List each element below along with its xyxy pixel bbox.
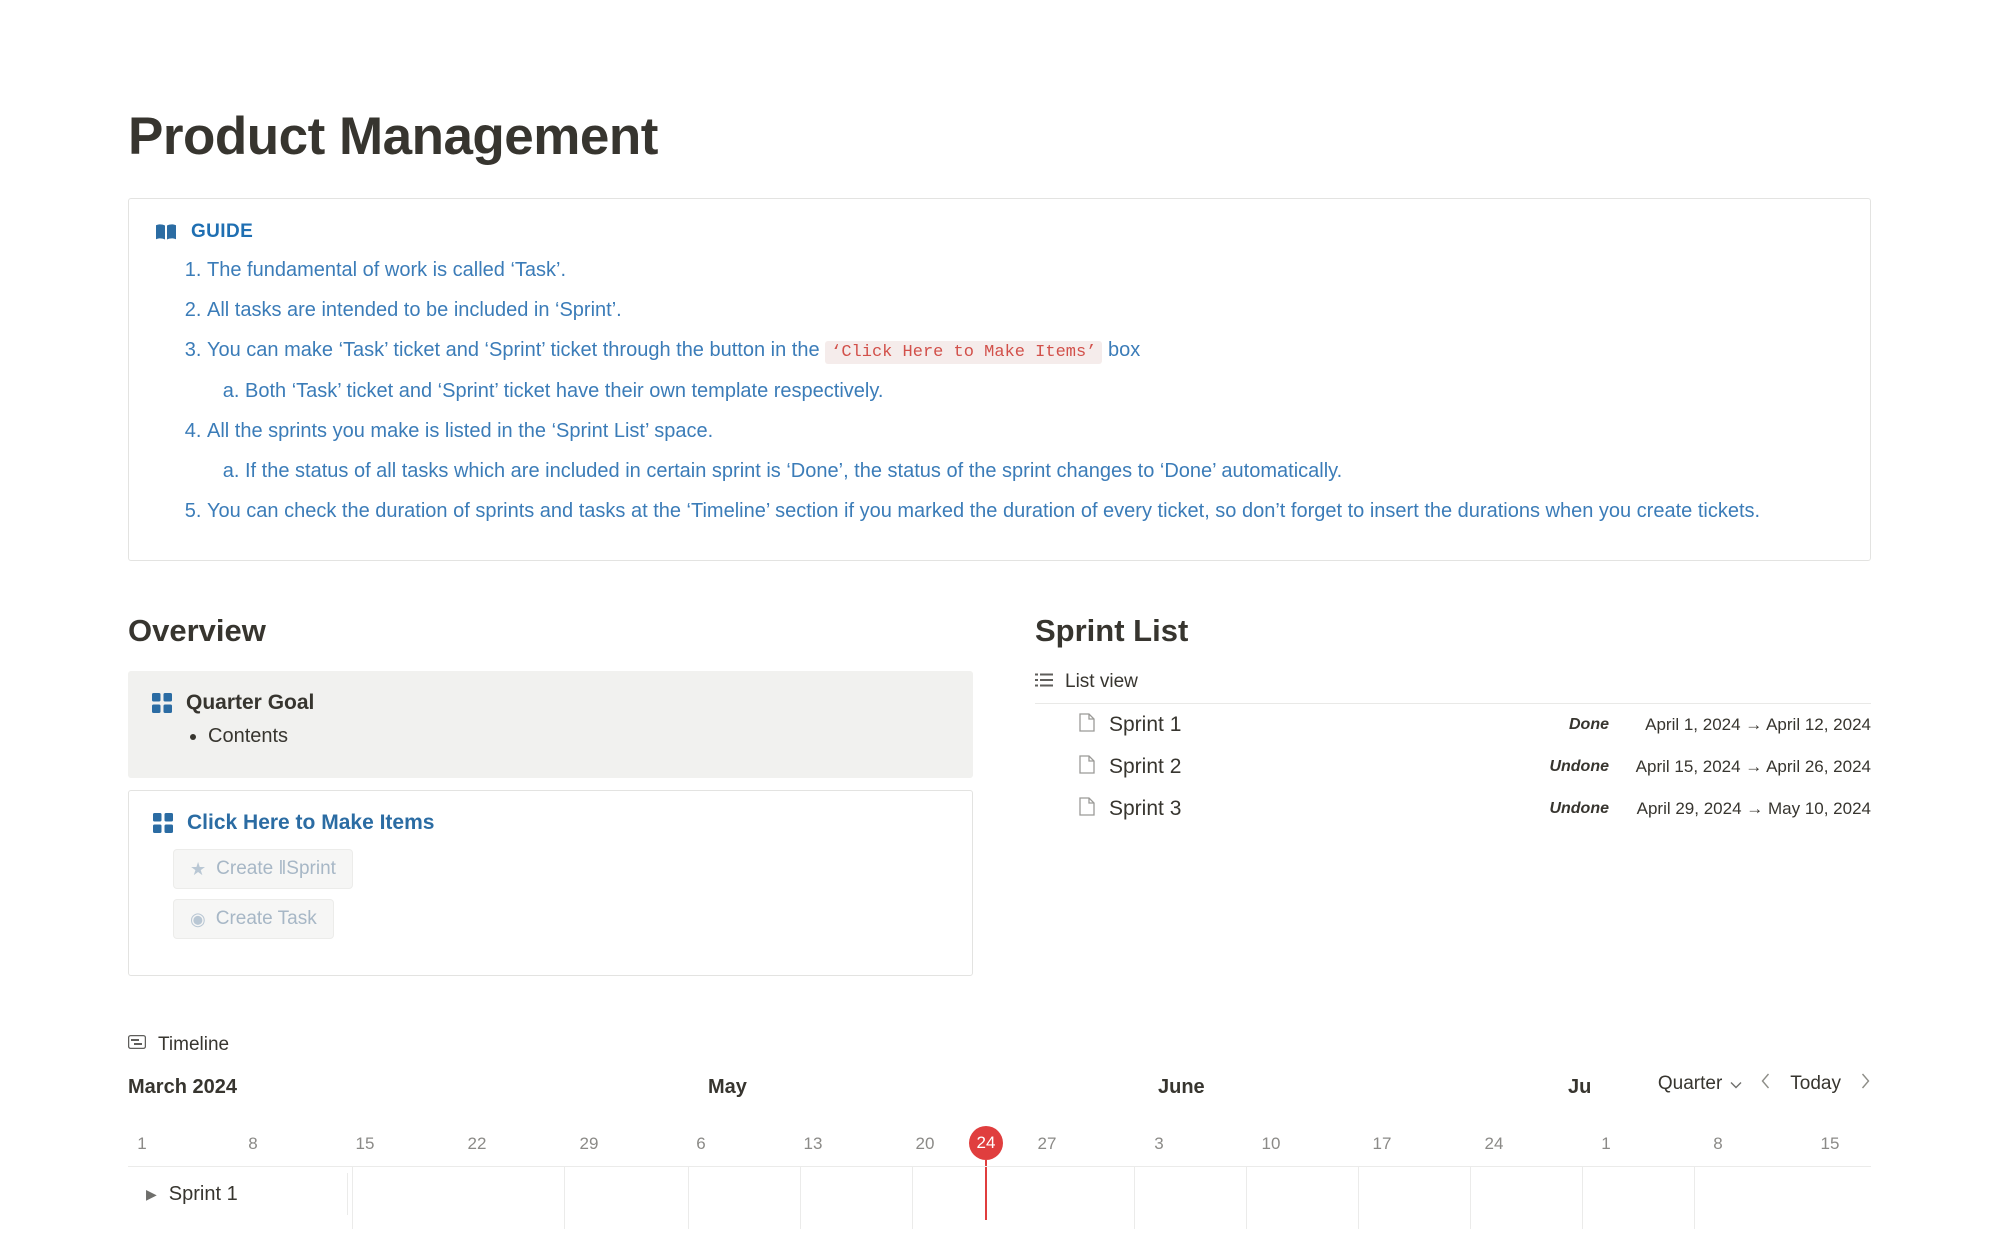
guide-item-1-text: The fundamental of work is called ‘Task’. [207, 259, 567, 282]
timeline-gridline [688, 1167, 689, 1229]
create-sprint-label: Create ‖Sprint [216, 858, 336, 880]
timeline-tick: 10 [1261, 1134, 1281, 1154]
document-icon [1079, 755, 1095, 780]
guide-item-5-text: You can check the duration of sprints and tasks at the ‘Timeline’ section if you marked the duration of every ticket, so don’t forget to insert the durations when you create tickets. [207, 500, 1761, 523]
make-items-title[interactable]: Click Here to Make Items [187, 811, 435, 835]
star-icon: ★ [190, 859, 207, 880]
table-row[interactable] [1035, 746, 1871, 788]
guide-item-1 [207, 253, 1844, 287]
quarter-goal-bullet-1: • Contents [208, 725, 949, 748]
timeline-zoom-select[interactable] [1658, 1073, 1742, 1095]
quarter-goal-title: Quarter Goal [186, 691, 315, 715]
sprint-row-name-cell [1079, 713, 1569, 738]
timeline-month-4: Ju [1568, 1076, 1592, 1099]
sprint-name-label: Sprint 2 [1109, 755, 1182, 779]
timeline-tick: 13 [803, 1134, 823, 1154]
guide-callout [128, 198, 1871, 561]
globe-icon: ◉ [190, 909, 206, 930]
book-icon [155, 223, 177, 241]
page-content [128, 0, 1871, 1229]
timeline-tick: 8 [1713, 1134, 1723, 1154]
guide-item-4 [207, 414, 1844, 488]
quarter-goal-bullets [152, 725, 949, 748]
timeline-gridline [1134, 1167, 1135, 1229]
timeline-icon [128, 1034, 146, 1056]
timeline-gridline [800, 1167, 801, 1229]
make-items-header [153, 811, 948, 835]
timeline-gridline [1358, 1167, 1359, 1229]
sprint-name-label: Sprint 1 [1109, 713, 1182, 737]
timeline-gridline [912, 1167, 913, 1229]
timeline-gridline [1246, 1167, 1247, 1229]
inline-code-make-items: ‘Click Here to Make Items’ [825, 341, 1102, 364]
sprint-dates: April 29, 2024 → May 10, 2024 [1636, 799, 1871, 819]
timeline-tick: 17 [1372, 1134, 1392, 1154]
timeline-tick: 20 [915, 1134, 935, 1154]
guide-item-3-sublist [207, 374, 1844, 408]
timeline-section [128, 1034, 1871, 1229]
main-columns [128, 613, 1871, 976]
timeline-month-1: March 2024 [128, 1076, 237, 1099]
quarter-goal-header [152, 691, 949, 715]
sprint-dates: April 1, 2024 → April 12, 2024 [1645, 715, 1871, 735]
timeline-tab[interactable] [128, 1034, 1871, 1056]
list-view-label: List view [1065, 671, 1138, 693]
overview-column [128, 613, 973, 976]
quarter-goal-card[interactable] [128, 671, 973, 778]
guide-list [155, 253, 1844, 528]
sprint-row-name-cell [1079, 797, 1549, 822]
timeline-today-marker: 24 [969, 1126, 1003, 1160]
grid-icon [152, 693, 172, 713]
timeline-gridline [1470, 1167, 1471, 1229]
guide-item-3-text-before: You can make ‘Task’ ticket and ‘Sprint’ ticket through the button in the [207, 339, 826, 362]
guide-item-3 [207, 333, 1844, 408]
guide-item-3-text-after: box [1102, 339, 1141, 362]
timeline-controls [1644, 1072, 1871, 1096]
sprint-row-name-cell [1079, 755, 1549, 780]
make-items-buttons [153, 849, 948, 949]
guide-callout-header [155, 221, 1844, 243]
guide-item-4-text: All the sprints you make is listed in the ‘Sprint List’ space. [207, 420, 714, 443]
make-items-card [128, 790, 973, 976]
timeline-tick: 3 [1154, 1134, 1164, 1154]
timeline-tick: 1 [137, 1134, 147, 1154]
timeline-tick: 29 [579, 1134, 599, 1154]
status-badge: Undone [1549, 758, 1609, 776]
timeline-gridline [564, 1167, 565, 1229]
timeline-tick: 15 [355, 1134, 375, 1154]
grid-icon [153, 813, 173, 833]
timeline-ticks [128, 1126, 1871, 1166]
list-view-tab[interactable] [1035, 671, 1871, 704]
sprint-name-label: Sprint 3 [1109, 797, 1182, 821]
sprint-dates: April 15, 2024 → April 26, 2024 [1635, 757, 1871, 777]
guide-label: GUIDE [191, 221, 254, 243]
timeline-grid [128, 1166, 1871, 1229]
overview-title: Overview [128, 613, 266, 649]
timeline-tick: 6 [696, 1134, 706, 1154]
timeline-tick: 22 [467, 1134, 487, 1154]
chevron-right-icon[interactable]: ▶ [146, 1185, 157, 1202]
timeline-row-label: Sprint 1 [168, 1182, 238, 1205]
guide-item-3a: a. Both ‘Task’ ticket and ‘Sprint’ ticket have their own template respectively. [245, 374, 1844, 408]
timeline-tick: 8 [248, 1134, 258, 1154]
guide-item-2-text: All tasks are intended to be included in ‘Sprint’. [207, 299, 622, 322]
guide-item-4a: a. If the status of all tasks which are included in certain sprint is ‘Done’, the status of the sprint changes to ‘Done’ automatically. [245, 454, 1844, 488]
chevron-left-icon[interactable] [1760, 1072, 1772, 1096]
timeline-month-3: June [1158, 1076, 1205, 1099]
table-row[interactable] [1035, 704, 1871, 746]
timeline-tick: 27 [1037, 1134, 1057, 1154]
table-row[interactable] [1035, 788, 1871, 830]
timeline-gridline [352, 1167, 353, 1229]
timeline-month-2: May [708, 1076, 747, 1099]
guide-item-5 [207, 494, 1844, 528]
guide-item-4-sublist [207, 454, 1844, 488]
timeline-gridline [1694, 1167, 1695, 1229]
sprint-list-title: Sprint List [1035, 613, 1189, 649]
document-icon [1079, 797, 1095, 822]
timeline-toolbar [128, 1073, 1871, 1120]
timeline-label: Timeline [158, 1034, 230, 1056]
sprint-list-column [1035, 613, 1871, 976]
timeline-tick: 24 [1484, 1134, 1504, 1154]
chevron-down-icon [1730, 1073, 1742, 1095]
status-badge: Done [1569, 716, 1609, 734]
timeline-tick: 15 [1820, 1134, 1840, 1154]
timeline-gridline [1582, 1167, 1583, 1229]
page-title: Product Management [128, 107, 658, 166]
document-icon [1079, 713, 1095, 738]
timeline-today-button[interactable]: Today [1790, 1073, 1841, 1095]
create-task-label: Create Task [215, 908, 317, 930]
timeline-tick: 1 [1601, 1134, 1611, 1154]
status-badge: Undone [1549, 800, 1609, 818]
list-icon [1035, 671, 1053, 693]
create-task-button[interactable] [173, 899, 334, 939]
chevron-right-icon[interactable] [1859, 1072, 1871, 1096]
timeline-month-labels [128, 1076, 1871, 1106]
timeline-zoom-label: Quarter [1657, 1073, 1723, 1095]
timeline-row-sprint-1[interactable] [128, 1173, 348, 1215]
guide-item-2 [207, 293, 1844, 327]
create-sprint-button[interactable] [173, 849, 353, 889]
